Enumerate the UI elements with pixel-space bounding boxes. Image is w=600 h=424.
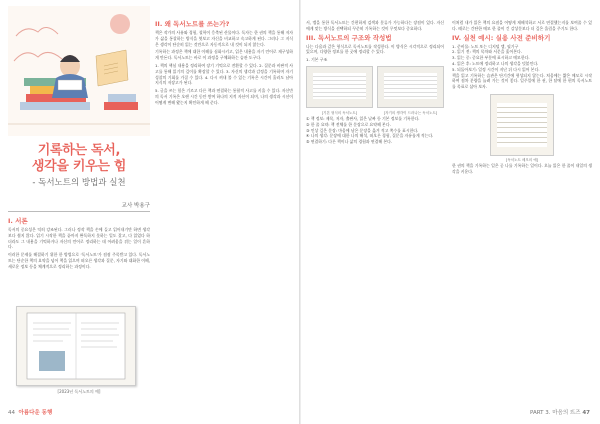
list-item: ⑤ 연결하기: 다른 책이나 삶의 경험과 연결해 본다. (306, 139, 393, 145)
right-page-column-1 (306, 20, 444, 400)
reading-illustration (8, 6, 150, 136)
list-item: 2. 읽기 전: 책의 목차와 서문을 훑어본다. (452, 49, 523, 55)
paragraph: 독서의 중요성은 익히 강조된다. 그러나 정작 책을 손에 들고 읽어내기만 하면 생각보다 쉽지 않다. 읽기 시작한 책을 끝까지 완독하지 못하는 일도 잦고, 다 읽었다 하더라도 그 내용을 기억하거나 자신의 언어로 정리하는 데 어려움을 겪는 일이 흔하다. (8, 227, 150, 250)
section-heading: II. 왜 독서노트를 쓰는가? (155, 20, 230, 28)
list-item: ② 한 줄 요약: 책 전체를 한 문장으로 요약해 본다. (306, 121, 391, 127)
right-footer (530, 408, 590, 416)
notebook-photo (16, 306, 136, 386)
left-page-text-column (155, 20, 293, 400)
photo-caption: [자기의 생각이 드러나는 독서노트] (383, 110, 438, 115)
photo-caption: [독서노트 메모의 예] (505, 157, 538, 162)
paragraph: 책을 읽고 기록하는 습관은 단기간에 형성되지 않는다. 처음에는 짧은 메모로 시작하여 점차 분량을 늘려 가는 것이 좋다. 일주일에 한 권, 한 달에 한 편의 독서노트를 목표로 삼아 보자. (452, 72, 592, 90)
paragraph: 기록하는 과정은 책에 대한 이해를 심화시키고, 읽은 내용을 자기 언어로 재구성하게 만든다. 독서노트는 바로 이 과정을 구체화하는 습관 도구다. (155, 49, 293, 61)
sub-heading: 1. 기본 구조 (306, 57, 328, 63)
section-heading: IV. 실천 예시: 실용 사전 준비하기 (452, 33, 551, 42)
list-item: ④ 나의 생각: 문장에 대한 나의 해석, 떠오른 경험, 질문을 자유롭게 적는다. (306, 133, 434, 139)
list-item: ① 책 정보: 제목, 저자, 출판사, 읽은 날짜 등 기본 정보를 기록한다. (306, 115, 420, 121)
subtitle-line-1: - 독서노트의 방법과 실천 (32, 178, 126, 188)
notebook-icon (17, 307, 135, 385)
magazine-title: 아름다운 동행 (18, 410, 53, 416)
paragraph: 5. 글을 쓰는 힘은 기르고 다른 책과 연결하는 통합적 사고를 키울 수 있다. 자신만의 독서 기록은 오랜 시간 동안 쌓여 하나의 지적 자산이 되며, 나의 생각과 시선이 어떻게 변해 왔는지 확인하게 해 준다. (155, 88, 293, 105)
right-page-column-2 (452, 20, 592, 400)
page-gutter (299, 0, 301, 424)
left-page-column (8, 6, 150, 396)
paragraph: 서, 앱을 통한 독서노트는 간편하게 검색과 분류가 가능하다는 장점이 있다. 자신에게 맞는 방식을 선택하되 꾸준히 기록하는 것이 무엇보다 중요하다. (306, 20, 444, 31)
paragraph: 이처럼 내가 읽은 책의 요점을 어떻게 재해석하고 서로 연결했는지를 보여줄 수 있다. 때로는 간단한 메모 한 줄이 긴 감상문보다 더 깊은 울림을 주기도 한다. (452, 20, 592, 31)
list-item: ③ 인상 깊은 문장: 마음에 남은 문장을 옮겨 적고 쪽수를 표시한다. (306, 127, 419, 133)
intro-section (8, 217, 150, 272)
section-title: 마음의 뜨즈 (552, 410, 581, 416)
paragraph: 나는 다음과 같은 형식으로 독서노트를 작성한다. 이 방식은 시각적으로 정리되어 있으며, 다양한 정보를 한 곳에 정리할 수 있다. (306, 43, 444, 55)
notebook-photo (377, 66, 444, 108)
example-photos (306, 66, 444, 108)
part-label: PART 3. (530, 410, 551, 416)
article-title (8, 143, 150, 175)
section-heading: I. 서론 (8, 217, 28, 225)
list-item: 5. 되돌아보기: 일정 시간이 지난 뒤 다시 읽어 본다. (452, 66, 540, 72)
list-item: 3. 읽는 중: 중요한 부분에 표시하고 메모한다. (452, 55, 530, 61)
paragraph: 책은 작가의 사유와 경험, 철학이 응축된 산물이다. 독자는 한 권의 책을 통해 저자가 삶을 통찰하는 방식을 엿보고 자신을 비교하고 숙고하게 된다. 그러나 그 지식은 생각이 단순히 읽는 것만으로 자동적으로 내 것이 되지 않는다. (155, 30, 293, 47)
article-subtitle (8, 178, 150, 189)
photo-caption: [기본 형식의 독서노트] (321, 110, 358, 115)
list-item: 1. 준비물: 노트 또는 디지털 앱, 필기구 (452, 43, 519, 49)
paragraph: 1. 책의 핵심 내용을 정리하여 장기 기억으로 전환할 수 있다. 2. 질문과 비판적 사고를 통해 읽기의 깊이를 확장할 수 있다. 3. 자신의 생각과 감정을 기록하며 자기 성찰의 기회를 가질 수 있다. 4. 다시 꺼내 볼 수 있는 기록은 시간이 흘러도 남아 지식의 저장고가 된다. (155, 62, 293, 86)
left-footer (8, 408, 52, 416)
list-item: 4. 읽은 후: 노트에 정리하고 나의 생각을 덧붙인다. (452, 60, 539, 66)
photo-caption: [2023년 독서노트의 예] (57, 389, 101, 394)
page-number: 47 (582, 410, 590, 416)
memo-photo (490, 94, 554, 156)
author-byline: 교사 박용구 (8, 201, 150, 212)
paragraph: 이러한 문제를 해결하기 위한 한 방법으로 ‘독서노트’가 점점 주목받고 있다. 독서노트는 단순한 책의 요약을 넘어 책을 읽으며 떠오른 생각과 질문, 자기와 대화한 이해, 새로운 정보 등을 체계적으로 정리하는 과정이다. (8, 252, 150, 269)
paragraph: 한 권의 책을 기록하는 일은 곧 나를 기록하는 일이다. 오늘 읽은 한 줄이 내일의 생각을 키운다. (452, 162, 592, 174)
title-line-2: 생각을 키우는 힘 (31, 159, 127, 174)
title-line-1: 기록하는 독서, (37, 143, 121, 158)
notebook-photo (306, 66, 373, 108)
page-number: 44 (8, 410, 15, 416)
section-heading: III. 독서노트의 구조와 작성법 (306, 33, 392, 42)
